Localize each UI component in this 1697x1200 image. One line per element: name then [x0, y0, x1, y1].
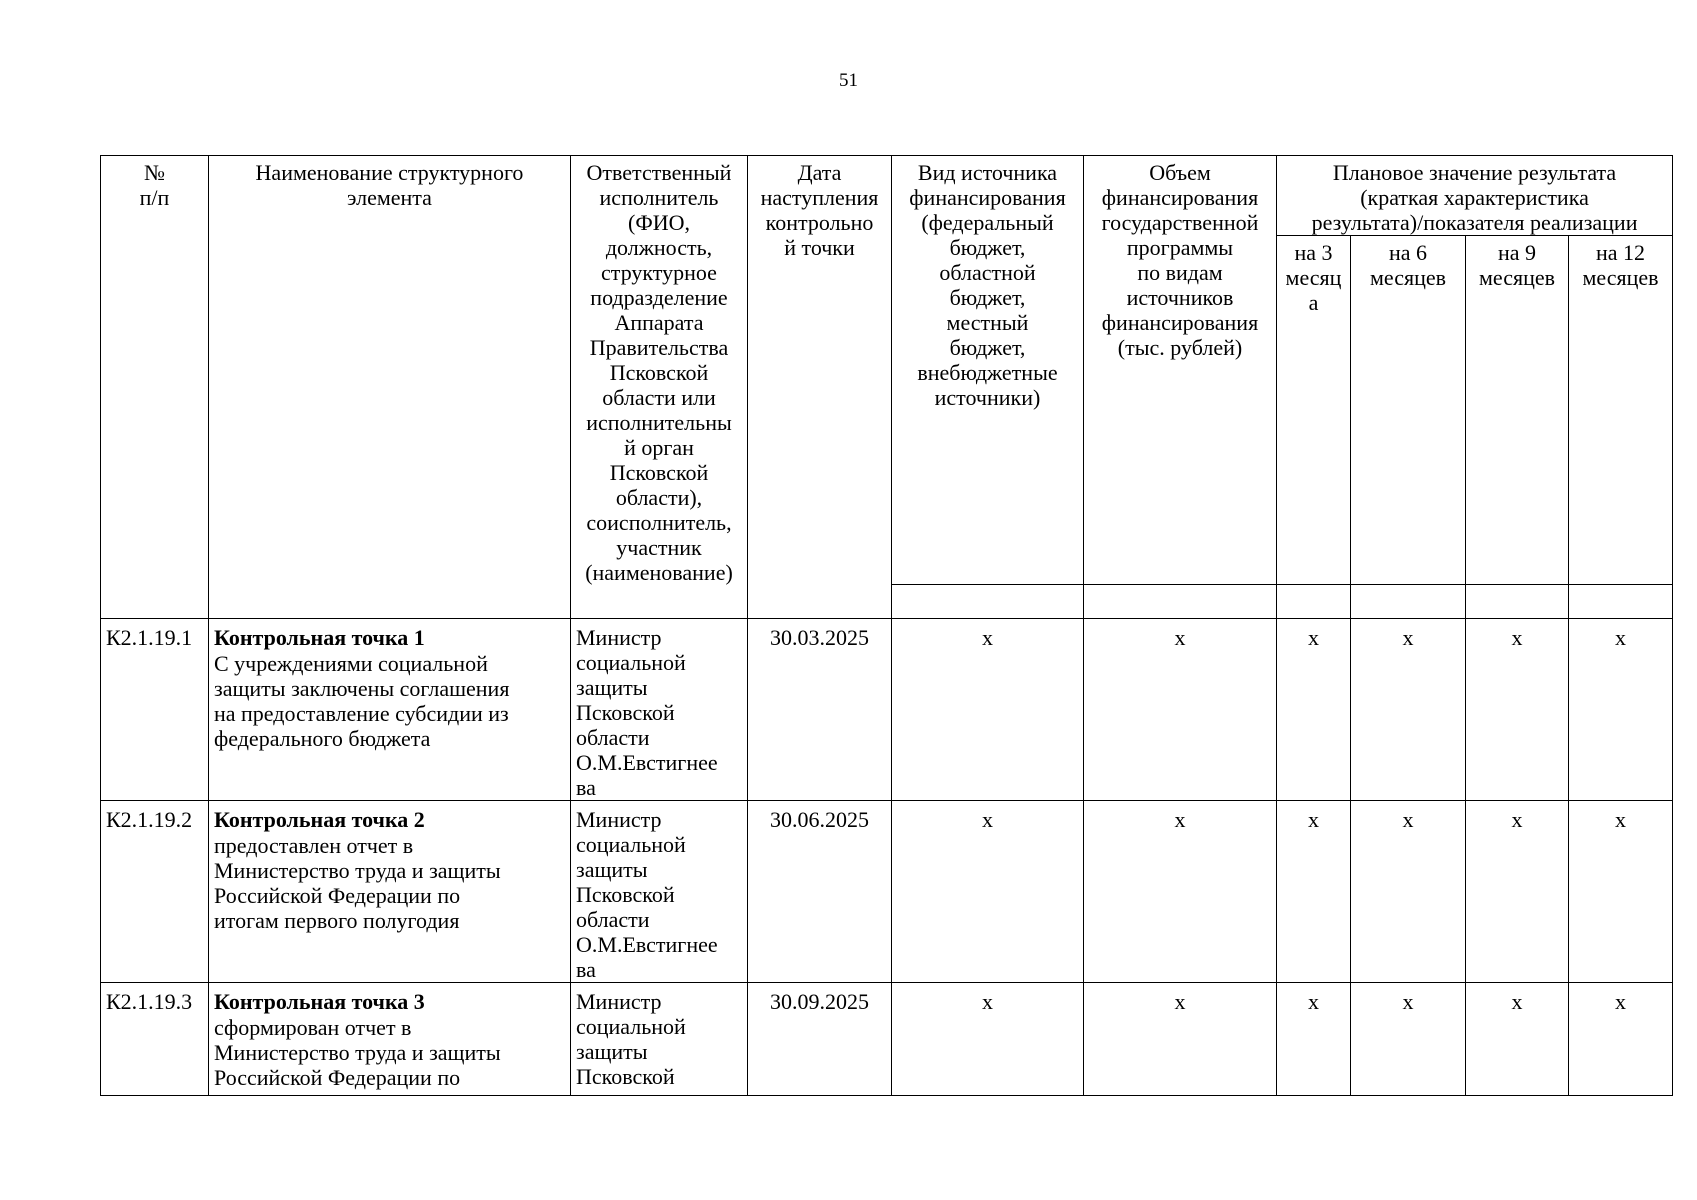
plan-6-months: х [1351, 983, 1466, 1096]
spacer-cell [1569, 585, 1673, 619]
header-plan-3-months: на 3 месяц а [1277, 236, 1351, 585]
plan-12-months: х [1569, 619, 1673, 801]
funding-source: х [892, 983, 1084, 1096]
plan-9-months: х [1466, 619, 1569, 801]
control-point-title: Контрольная точка 2 [214, 807, 425, 832]
spacer-cell [1277, 585, 1351, 619]
header-volume: Объем финансирования государственной программы по видам источников финансирования (тыс. рублей) [1084, 156, 1277, 585]
header-source: Вид источника финансирования (федеральный бюджет, областной бюджет, местный бюджет, внебюджетные источники) [892, 156, 1084, 585]
table-header [101, 156, 1673, 619]
header-executor: Ответственный исполнитель (ФИО, должность, структурное подразделение Аппарата Правительства Псковской области или исполнительны й орган Псковской области), соисполнитель, участник (наименование) [571, 156, 748, 619]
funding-source: х [892, 619, 1084, 801]
header-plan: Плановое значение результата (краткая характеристика результата)/показателя реализации [1277, 156, 1673, 236]
row-number: К2.1.19.3 [101, 983, 209, 1096]
table-row [101, 983, 1673, 1096]
header-plan-9-months: на 9 месяцев [1466, 236, 1569, 585]
row-number: К2.1.19.1 [101, 619, 209, 801]
plan-3-months: х [1277, 801, 1351, 983]
plan-6-months: х [1351, 619, 1466, 801]
table-row [101, 801, 1673, 983]
responsible-executor: Министр социальной защиты Псковской [571, 983, 748, 1096]
control-date: 30.03.2025 [748, 619, 892, 801]
page-number: 51 [839, 70, 858, 91]
structural-element: Контрольная точка 3 сформирован отчет в Министерство труда и защиты Российской Федерации по [209, 983, 571, 1096]
header-plan-12-months: на 12 месяцев [1569, 236, 1673, 585]
spacer-cell [1084, 585, 1277, 619]
spacer-cell [1351, 585, 1466, 619]
control-point-title: Контрольная точка 1 [214, 625, 425, 650]
row-number: К2.1.19.2 [101, 801, 209, 983]
table-row [101, 619, 1673, 801]
plan-12-months: х [1569, 801, 1673, 983]
header-date: Дата наступления контрольно й точки [748, 156, 892, 619]
plan-9-months: х [1466, 801, 1569, 983]
structural-element: Контрольная точка 2 предоставлен отчет в Министерство труда и защиты Российской Федерации по итогам первого полугодия [209, 801, 571, 983]
spacer-cell [1466, 585, 1569, 619]
control-date: 30.09.2025 [748, 983, 892, 1096]
plan-3-months: х [1277, 619, 1351, 801]
funding-volume: х [1084, 801, 1277, 983]
responsible-executor: Министр социальной защиты Псковской области О.М.Евстигнее ва [571, 619, 748, 801]
header-plan-6-months: на 6 месяцев [1351, 236, 1466, 585]
plan-12-months: х [1569, 983, 1673, 1096]
funding-source: х [892, 801, 1084, 983]
funding-volume: х [1084, 619, 1277, 801]
plan-6-months: х [1351, 801, 1466, 983]
plan-9-months: х [1466, 983, 1569, 1096]
plan-3-months: х [1277, 983, 1351, 1096]
header-num: № п/п [101, 156, 209, 619]
funding-volume: х [1084, 983, 1277, 1096]
control-points-table [100, 155, 1673, 1096]
header-name: Наименование структурного элемента [209, 156, 571, 619]
control-date: 30.06.2025 [748, 801, 892, 983]
control-point-title: Контрольная точка 3 [214, 989, 425, 1014]
structural-element: Контрольная точка 1 С учреждениями социальной защиты заключены соглашения на предоставление субсидии из федерального бюджета [209, 619, 571, 801]
spacer-cell [892, 585, 1084, 619]
responsible-executor: Министр социальной защиты Псковской области О.М.Евстигнее ва [571, 801, 748, 983]
